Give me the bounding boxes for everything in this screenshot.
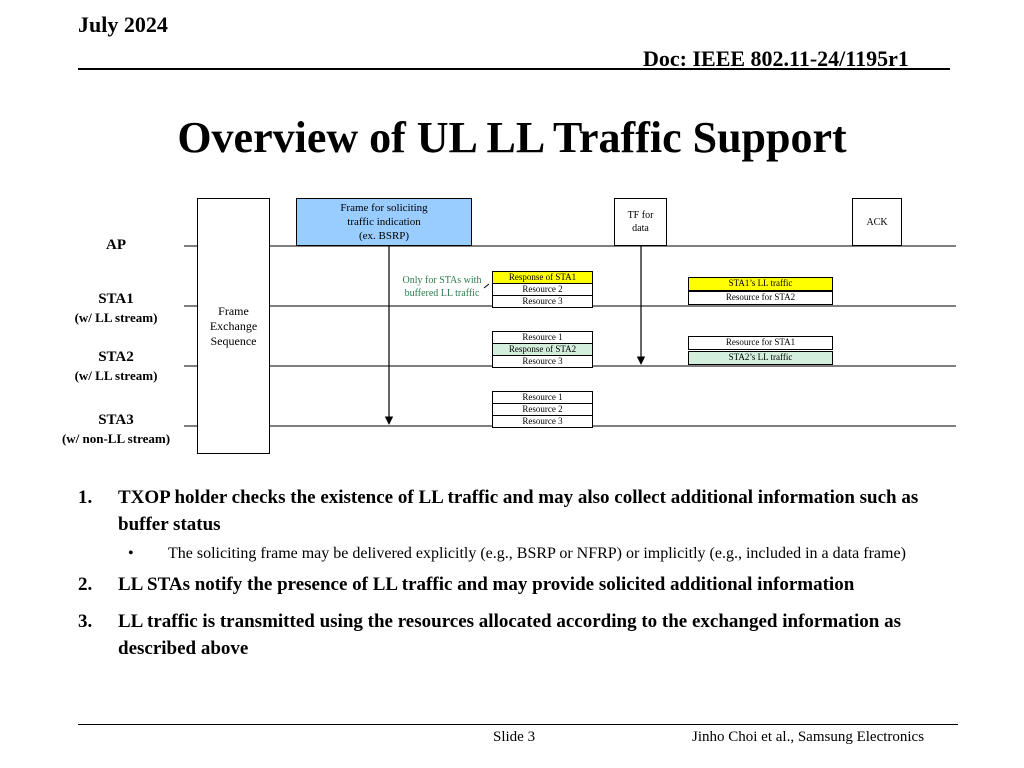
sta2-resource-1-cell: Resource 1 (492, 331, 593, 344)
header-doc-number: Doc: IEEE 802.11-24/1195r1 (643, 46, 909, 71)
footer-divider (78, 724, 958, 725)
list-subitem: • The soliciting frame may be delivered explicitly (e.g., BSRP or NFRP) or implicitly (e.g., included in a data frame) (128, 545, 906, 562)
soliciting-frame-box: Frame for soliciting traffic indication (ex. BSRP) (296, 198, 472, 246)
sta3-resource-1-cell: Resource 1 (492, 391, 593, 404)
sta3-resource-3-cell: Resource 3 (492, 415, 593, 428)
slide-title: Overview of UL LL Traffic Support (177, 113, 847, 162)
sta2-response-cell: Response of STA2 (492, 343, 593, 356)
row-label-ap: AP (106, 237, 126, 253)
sta1-response-cell: Response of STA1 (492, 271, 593, 284)
list-item: 2. LL STAs notify the presence of LL traffic and may provide solicited additional information (78, 574, 855, 595)
slide-number: Slide 3 (493, 729, 536, 745)
sta1-resource-for-sta2-cell: Resource for STA2 (688, 291, 833, 305)
list-item: 1. TXOP holder checks the existence of LL traffic and may also collect additional information such as buffer status (78, 487, 919, 535)
only-llstas-note: Only for STAs with buffered LL traffic (402, 275, 482, 299)
footer-author: Jinho Choi et al., Samsung Electronics (692, 729, 925, 745)
steps-list (78, 484, 958, 662)
tf-for-data-box: TF for data (614, 198, 667, 246)
sta2-resource-for-sta1-cell: Resource for STA1 (688, 336, 833, 350)
sta2-resource-3-cell: Resource 3 (492, 355, 593, 368)
sta3-resource-2-cell: Resource 2 (492, 403, 593, 416)
row-label-sta2: STA2 (w/ LL stream) (74, 349, 158, 383)
sta1-resource-2-cell: Resource 2 (492, 283, 593, 296)
frame-exchange-box: Frame Exchange Sequence (197, 198, 270, 454)
row-label-sta1: STA1 (w/ LL stream) (74, 291, 158, 325)
ack-box: ACK (852, 198, 902, 246)
traffic-diagram (0, 188, 1024, 460)
sta1-resource-3-cell: Resource 3 (492, 295, 593, 308)
header-date: July 2024 (78, 12, 168, 37)
row-label-sta3: STA3 (w/ non-LL stream) (61, 412, 171, 446)
header-divider (78, 68, 950, 70)
list-item: 3. LL traffic is transmitted using the resources allocated according to the exchanged information as described above (78, 611, 901, 659)
sta2-ll-traffic-cell: STA2’s LL traffic (688, 351, 833, 365)
sta1-ll-traffic-cell: STA1’s LL traffic (688, 277, 833, 291)
